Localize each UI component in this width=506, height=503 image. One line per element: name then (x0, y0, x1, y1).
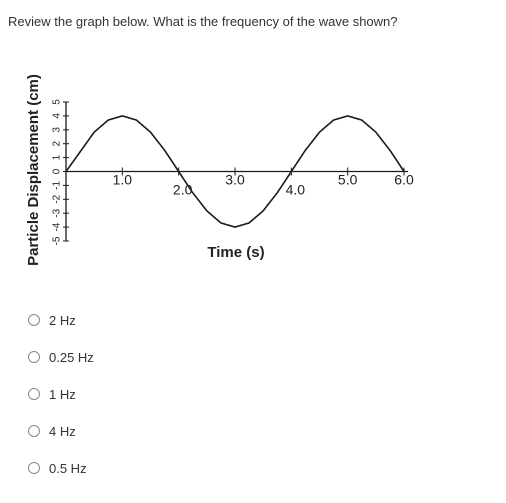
y-tick-label: 2 (51, 140, 63, 147)
radio-button[interactable] (28, 425, 40, 437)
option-2hz[interactable] (28, 310, 94, 330)
x-tick-label: 4.0 (285, 181, 306, 198)
radio-button[interactable] (28, 314, 40, 326)
radio-button[interactable] (28, 351, 40, 363)
x-tick-label: 2.0 (172, 181, 193, 198)
option-label: 2 Hz (49, 312, 76, 328)
x-axis-label: Time (s) (207, 244, 265, 261)
y-tick-label: 4 (51, 113, 63, 119)
option-label: 1 Hz (49, 386, 76, 402)
y-tick-label: 1 (51, 154, 63, 161)
x-tick-label: 3.0 (225, 171, 245, 188)
option-0-25hz[interactable] (28, 347, 94, 367)
y-tick-label: 5 (51, 99, 63, 105)
question-text: Review the graph below. What is the frequency of the wave shown? (8, 14, 398, 29)
option-0-5hz[interactable] (28, 458, 94, 478)
option-label: 0.5 Hz (49, 460, 87, 476)
y-axis-label: Particle Displacement (cm) (25, 74, 42, 266)
option-1hz[interactable] (28, 384, 94, 404)
option-label: 4 Hz (49, 423, 76, 439)
y-tick-label: 0 (51, 168, 63, 175)
y-tick-label: -5 (51, 236, 63, 246)
x-tick-label: 5.0 (337, 171, 358, 188)
y-tick-label: -2 (51, 194, 63, 204)
x-tick-label: 1.0 (112, 171, 133, 188)
option-4hz[interactable] (28, 421, 94, 441)
y-tick-label: -4 (51, 222, 63, 232)
y-tick-label: 3 (51, 127, 63, 133)
radio-button[interactable] (28, 388, 40, 400)
option-label: 0.25 Hz (49, 349, 94, 365)
y-tick-label: -3 (51, 208, 63, 218)
y-tick-label: -1 (51, 180, 63, 190)
radio-button[interactable] (28, 462, 40, 474)
answer-options (28, 310, 94, 495)
x-tick-label: 6.0 (394, 171, 414, 188)
wave-graph (20, 60, 420, 290)
